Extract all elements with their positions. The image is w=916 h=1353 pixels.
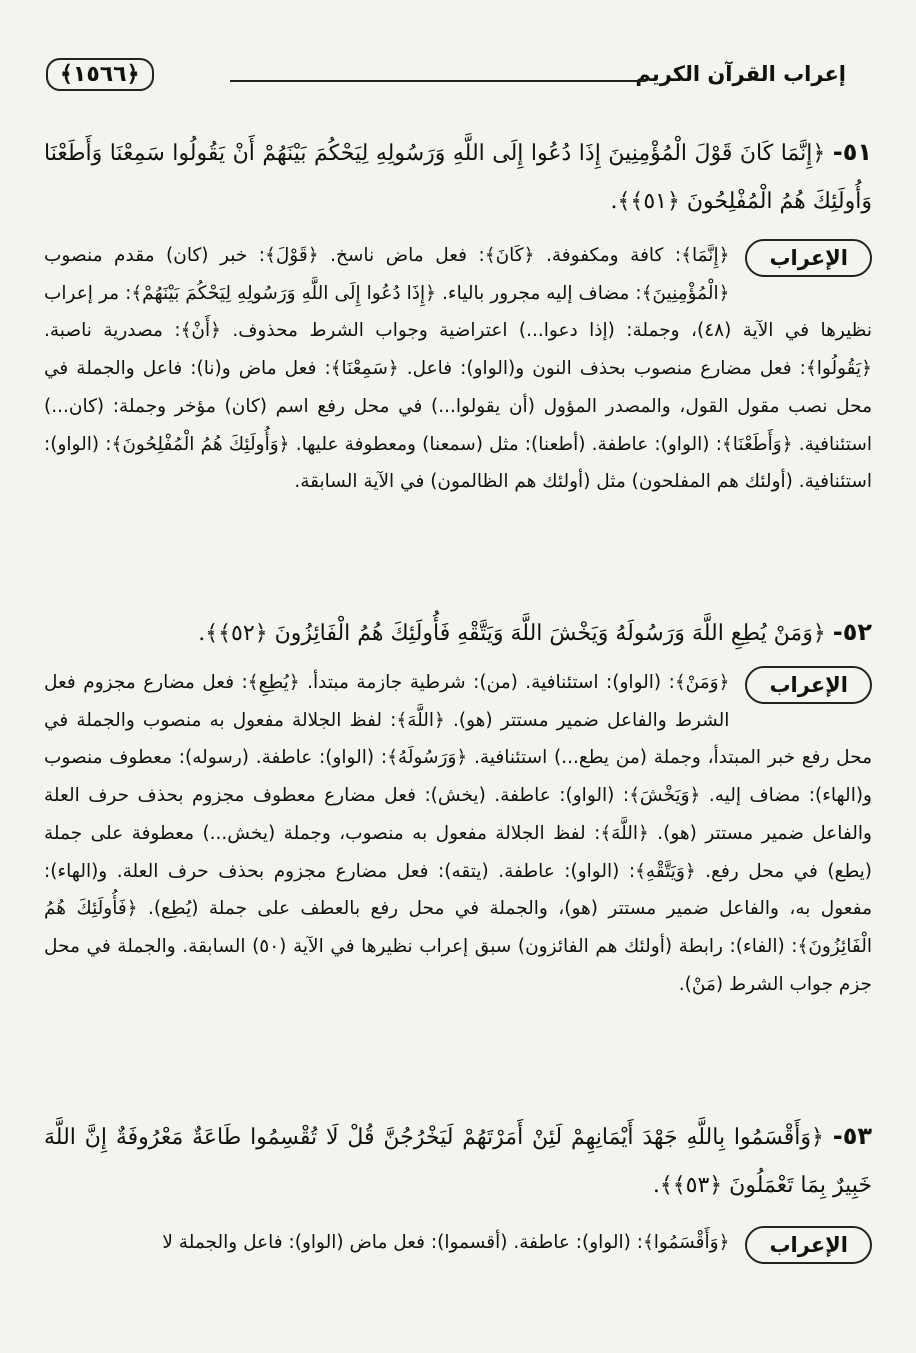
irab-label: الإعراب bbox=[745, 666, 872, 704]
irab-text: ﴿وَأَقْسَمُوا﴾: (الواو): عاطفة. (أقسموا): فعل ماض (الواو): فاعل والجملة لا bbox=[162, 1232, 730, 1253]
verse-number: ٥١- bbox=[832, 138, 873, 166]
header-rule bbox=[230, 80, 646, 82]
verse-text: ﴿وَمَنْ يُطِعِ اللَّهَ وَرَسُولَهُ وَيَخْشَ اللَّهَ وَيَتَّقْهِ فَأُولَئِكَ هُمُ الْفَائِزُونَ ﴿٥٢﴾﴾. bbox=[198, 621, 826, 646]
irab-text: ﴿إِنَّمَا﴾: كافة ومكفوفة. ﴿كَانَ﴾: فعل ماض ناسخ. ﴿قَوْلَ﴾: خبر (كان) مقدم منصوب ﴿الْمُؤْمِنِينَ﴾: مضاف إليه مجرور بالياء. ﴿إِذَا دُعُوا إِلَى اللَّهِ وَرَسُولِهِ لِيَحْكُمَ بَيْنَهُمْ﴾: مر إعراب نظيرها في الآية (٤٨)، وجملة: (إذا دعوا...) اعتراضية وجواب الشرط محذوف. ﴿أَنْ﴾: مصدرية ناصبة. ﴿يَقُولُوا﴾: فعل مضارع منصوب بحذف النون و(الواو): فاعل. ﴿سَمِعْنَا﴾: فعل ماض و(نا): فاعل والجملة في محل نصب مقول القول، والمصدر المؤول (أن يقولوا...) في محل رفع اسم (كان) مؤخر وجملة: (كان...) استئنافية. ﴿وَأَطَعْنَا﴾: (الواو): عاطفة. (أطعنا): مثل (سمعنا) ومعطوفة عليها. ﴿وَأُولَئِكَ هُمُ الْمُفْلِحُونَ﴾: (الواو): استئنافية. (أولئك هم المفلحون) مثل (أولئك هم الظالمون) في الآية السابقة. bbox=[44, 245, 872, 493]
book-title: إعراب القرآن الكريم bbox=[635, 62, 846, 86]
verse-text: ﴿إِنَّمَا كَانَ قَوْلَ الْمُؤْمِنِينَ إِذَا دُعُوا إِلَى اللَّهِ وَرَسُولِهِ لِيَحْكُمَ بَيْنَهُمْ أَنْ يَقُولُوا سَمِعْنَا وَأَطَعْنَا وَأُولَئِكَ هُمُ الْمُفْلِحُونَ ﴿٥١﴾﴾. bbox=[44, 141, 872, 214]
irab-block-53 bbox=[44, 1224, 872, 1264]
verse-number: ٥٢- bbox=[832, 618, 872, 646]
irab-block-51 bbox=[44, 237, 872, 501]
verse-number: ٥٣- bbox=[832, 1122, 872, 1150]
verse-52 bbox=[44, 608, 872, 658]
irab-label: الإعراب bbox=[745, 239, 872, 277]
page-number: ﴿١٥٦٦﴾ bbox=[46, 58, 154, 91]
irab-text: ﴿وَمَنْ﴾: (الواو): استئنافية. (من): شرطية جازمة مبتدأ. ﴿يُطِعِ﴾: فعل مضارع مجزوم فعل الشرط والفاعل ضمير مستتر (هو). ﴿اللَّهَ﴾: لفظ الجلالة مفعول به منصوب والجملة في محل رفع خبر المبتدأ، وجملة (من يطع...) استئنافية. ﴿وَرَسُولَهُ﴾: (الواو): عاطفة. (رسوله): معطوف منصوب و(الهاء): مضاف إليه. ﴿وَيَخْشَ﴾: (الواو): عاطفة. (يخش): فعل مضارع معطوف مجزوم بحذف حرف العلة والفاعل ضمير مستتر (هو). ﴿اللَّهَ﴾: لفظ الجلالة مفعول به منصوب، وجملة (يخش...) معطوفة على جملة (يطع) في محل رفع. ﴿وَيَتَّقْهِ﴾: (الواو): عاطفة. (يتقه): فعل مضارع مجزوم بحذف حرف العلة. و(الهاء): مفعول به، والفاعل ضمير مستتر (هو)، والجملة في محل رفع بالعطف على جملة (يُطِع). ﴿فَأُولَئِكَ هُمُ الْفَائِزُونَ﴾: (الفاء): رابطة (أولئك هم الفائزون) سبق إعراب نظيرها في الآية (٥٠) السابقة. والجملة في محل جزم جواب الشرط (مَنْ). bbox=[44, 672, 872, 995]
verse-53 bbox=[44, 1112, 872, 1210]
verse-51 bbox=[44, 128, 872, 226]
verse-text: ﴿وَأَقْسَمُوا بِاللَّهِ جَهْدَ أَيْمَانِهِمْ لَئِنْ أَمَرْتَهُمْ لَيَخْرُجُنَّ قُلْ لَا تُقْسِمُوا طَاعَةٌ مَعْرُوفَةٌ إِنَّ اللَّهَ خَبِيرٌ بِمَا تَعْمَلُونَ ﴿٥٣﴾﴾. bbox=[44, 1125, 872, 1198]
irab-block-52 bbox=[44, 664, 872, 1003]
page-header bbox=[40, 58, 876, 98]
irab-label: الإعراب bbox=[745, 1226, 872, 1264]
